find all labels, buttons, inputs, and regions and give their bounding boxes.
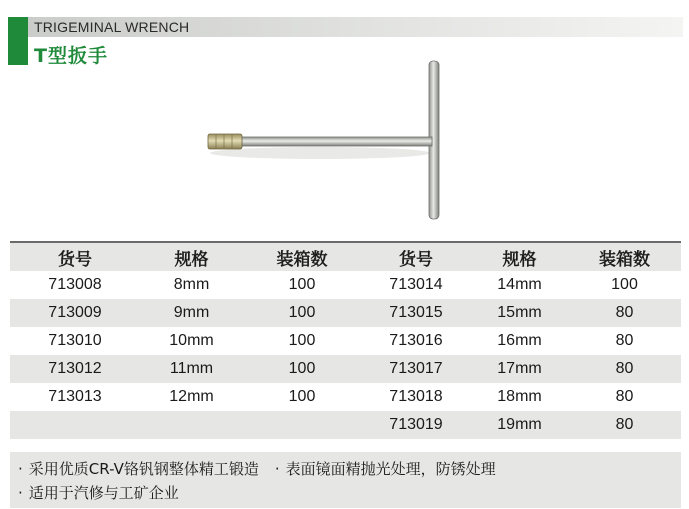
note-usage: 适用于汽修与工矿企业 [28,484,179,502]
cell: 80 [615,388,634,405]
cell: 9mm [173,304,210,321]
t-wrench-icon [200,55,460,230]
cell: 8mm [173,276,210,293]
cell: 713014 [389,276,443,293]
table-row [10,327,681,355]
bullet-icon: · [18,484,23,502]
cell: 713010 [48,332,102,349]
cell: 100 [611,276,638,293]
cell: 100 [288,360,316,377]
cell: 713008 [48,276,102,293]
cell: 100 [288,388,316,405]
bullet-icon: · [274,460,280,478]
cell: 19mm [497,416,542,433]
cell: 713019 [389,416,443,433]
cell: 80 [615,304,634,321]
cell: 713018 [389,388,443,405]
cell: 80 [615,416,634,433]
col-header-qty-2: 装箱数 [599,249,650,270]
col-header-size-2: 规格 [502,249,537,270]
cell: 80 [615,360,634,377]
cell: 100 [288,304,316,321]
cell: 10mm [169,332,214,349]
cell: 713013 [48,388,102,405]
cell: 100 [288,332,316,349]
col-header-size-1: 规格 [174,249,209,270]
cell: 100 [288,276,316,293]
header-title-en: TRIGEMINAL WRENCH [34,19,190,35]
table-row [10,383,681,411]
cell: 713017 [389,360,443,377]
cell: 14mm [497,276,542,293]
bullet-icon: · [18,460,23,478]
cell: 15mm [497,304,542,321]
table-row [10,411,681,439]
note-line-2 [18,481,673,505]
table-header-row [10,241,681,271]
cell: 12mm [169,388,214,405]
header-title-cn: T型扳手 [34,45,108,67]
table-row [10,355,681,383]
note-line-1 [18,457,673,481]
table-row [10,271,681,299]
cell: 17mm [497,360,542,377]
cell: 11mm [169,360,214,377]
cell: 713009 [48,304,102,321]
cell: 16mm [497,332,542,349]
col-header-code-2: 货号 [399,249,433,270]
col-header-code-1: 货号 [58,249,92,270]
cell: 18mm [497,388,542,405]
cell: 713012 [48,360,102,377]
feature-notes [10,452,681,508]
cell: 80 [615,332,634,349]
cell: 713015 [389,304,443,321]
col-header-qty-1: 装箱数 [276,249,328,270]
cell: 713016 [389,332,443,349]
note-material: 采用优质CR-V铬钒钢整体精工锻造 [28,460,259,478]
table-row [10,299,681,327]
spec-table [10,241,681,439]
header-accent-block [8,17,28,65]
note-finish: 表面镜面精抛光处理，防锈处理 [285,460,496,478]
